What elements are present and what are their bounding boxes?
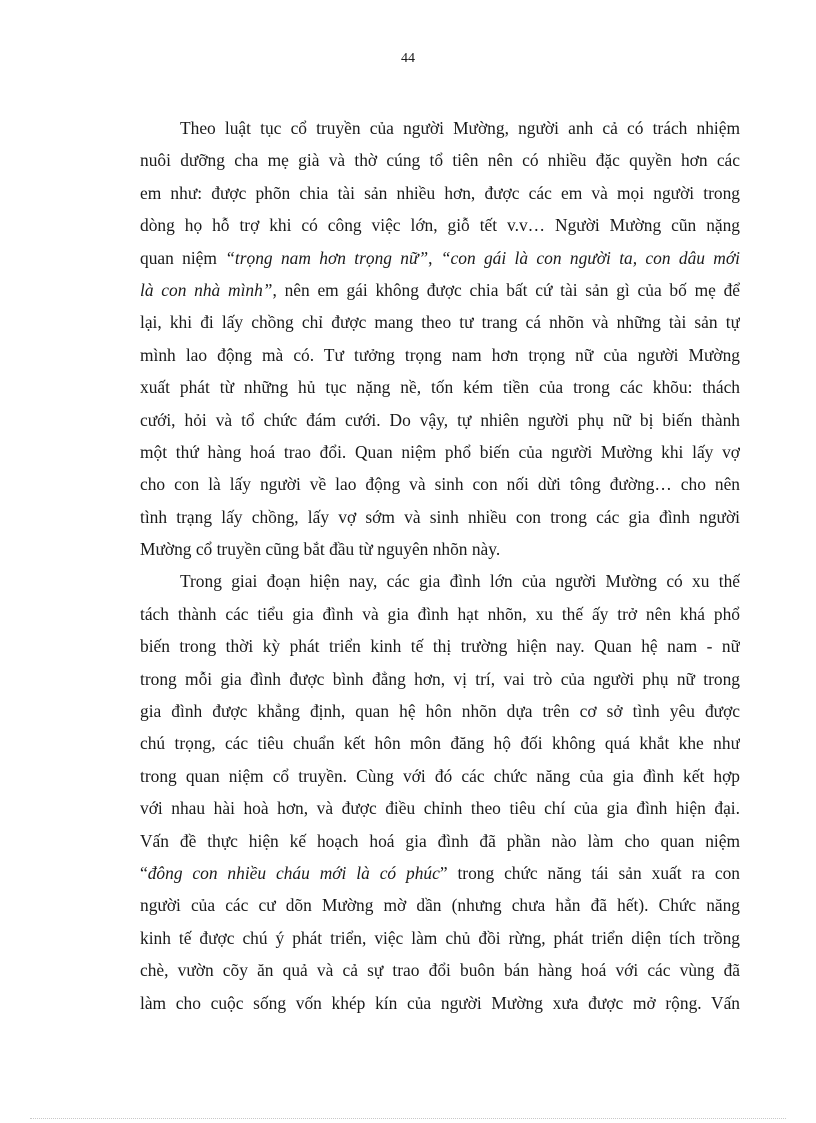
text-segment: gia đình được khẳng định, quan hệ hôn nhõn dựa trên cơ sở tình yêu được bbox=[140, 701, 740, 722]
text-segment: cưới, hỏi và tổ chức đám cưới. Do vậy, tự nhiên người phụ nữ bị biến thành bbox=[140, 409, 740, 430]
text-line bbox=[140, 825, 740, 857]
text-line bbox=[140, 695, 740, 727]
page-bottom-divider bbox=[30, 1118, 786, 1119]
text-segment: trong quan niệm cổ truyền. Cùng với đó các chức năng của gia đình kết hợp bbox=[140, 765, 740, 786]
text-segment: biến trong thời kỳ phát triển kinh tế thị trường hiện nay. Quan hệ nam - nữ bbox=[140, 636, 740, 657]
text-line bbox=[140, 177, 740, 209]
text-segment: em như: được phõn chia tài sản nhiều hơn, được các em và mọi người trong bbox=[140, 182, 740, 203]
body-text bbox=[140, 112, 740, 1019]
text-segment: Trong giai đoạn hiện nay, các gia đình lớn của người Mường có xu thế bbox=[180, 571, 740, 592]
paragraph bbox=[140, 112, 740, 565]
text-line bbox=[140, 501, 740, 533]
text-line bbox=[140, 242, 740, 274]
text-segment: nuôi dưỡng cha mẹ già và thờ cúng tổ tiên nên có nhiều đặc quyền hơn các bbox=[140, 150, 740, 171]
italic-quote: đông con nhiều cháu mới là có phúc bbox=[147, 862, 440, 883]
text-segment: một thứ hàng hoá trao đổi. Quan niệm phổ biến của người Mường khi lấy vợ bbox=[140, 441, 740, 462]
text-line bbox=[140, 436, 740, 468]
text-line bbox=[140, 630, 740, 662]
text-line bbox=[140, 371, 740, 403]
text-line bbox=[140, 533, 740, 565]
italic-quote: “trọng nam hơn trọng nữ” bbox=[225, 247, 429, 268]
text-line bbox=[140, 889, 740, 921]
italic-quote: “con gái là con người ta, con dâu mới bbox=[440, 247, 740, 268]
text-segment: trong mỗi gia đình được bình đẳng hơn, vị trí, vai trò của người phụ nữ trong bbox=[140, 668, 740, 689]
text-segment: chè, vườn cõy ăn quả và cả sự trao đổi buôn bán hàng hoá với các vùng đã bbox=[140, 960, 740, 981]
text-line bbox=[140, 274, 740, 306]
text-segment: kinh tế được chú ý phát triển, việc làm chủ đồi rừng, phát triển diện tích trồng bbox=[140, 927, 740, 948]
text-line bbox=[140, 306, 740, 338]
text-segment: quan niệm bbox=[140, 247, 226, 268]
text-line bbox=[140, 468, 740, 500]
text-line bbox=[140, 339, 740, 371]
text-segment: làm cho cuộc sống vốn khép kín của người Mường xưa được mở rộng. Vấn bbox=[140, 992, 740, 1013]
text-line bbox=[140, 857, 740, 889]
text-line bbox=[140, 727, 740, 759]
text-segment: ” trong chức năng tái sản xuất ra con bbox=[439, 862, 740, 883]
text-line bbox=[140, 112, 740, 144]
text-line bbox=[140, 987, 740, 1019]
text-segment: lại, khi đi lấy chồng chỉ được mang theo tư trang cá nhõn và những tài sản tự bbox=[140, 312, 740, 333]
text-segment: người của các cư dõn Mường mờ dần (nhưng chưa hẳn đã hết). Chức năng bbox=[140, 895, 740, 916]
paragraph bbox=[140, 565, 740, 1018]
italic-quote: là con nhà mình” bbox=[140, 279, 273, 300]
text-line bbox=[140, 144, 740, 176]
text-line bbox=[140, 598, 740, 630]
text-segment: , bbox=[428, 247, 441, 268]
text-line bbox=[140, 663, 740, 695]
text-segment: Vấn đề thực hiện kế hoạch hoá gia đình đã phần nào làm cho quan niệm bbox=[140, 830, 740, 851]
text-segment: dòng họ hỗ trợ khi có công việc lớn, giỗ tết v.v… Người Mường cũn nặng bbox=[140, 215, 740, 236]
text-line bbox=[140, 922, 740, 954]
text-line bbox=[140, 565, 740, 597]
text-segment: mình lao động mà có. Tư tưởng trọng nam hơn trọng nữ của người Mường bbox=[140, 344, 740, 365]
text-segment: chú trọng, các tiêu chuẩn kết hôn môn đăng hộ đối không quá khắt khe như bbox=[140, 733, 740, 754]
text-line bbox=[140, 209, 740, 241]
text-segment: cho con là lấy người về lao động và sinh con nối dừi tông đường… cho nên bbox=[140, 474, 740, 495]
text-segment: , nên em gái không được chia bất cứ tài sản gì của bố mẹ để bbox=[272, 279, 740, 300]
text-line bbox=[140, 792, 740, 824]
text-segment: Mường cổ truyền cũng bắt đầu từ nguyên nhõn này. bbox=[140, 539, 501, 560]
text-segment: xuất phát từ những hủ tục nặng nề, tốn kém tiền của trong các khõu: thách bbox=[140, 377, 740, 398]
text-line bbox=[140, 760, 740, 792]
text-segment: tách thành các tiểu gia đình và gia đình hạt nhõn, xu thế ấy trở nên khá phổ bbox=[140, 603, 740, 624]
text-segment: tình trạng lấy chồng, lấy vợ sớm và sinh nhiều con trong các gia đình người bbox=[140, 506, 740, 527]
text-segment: với nhau hài hoà hơn, và được điều chỉnh theo tiêu chí của gia đình hiện đại. bbox=[140, 798, 740, 819]
text-segment: “ bbox=[140, 862, 148, 883]
text-line bbox=[140, 404, 740, 436]
text-segment: Theo luật tục cổ truyền của người Mường, người anh cả có trách nhiệm bbox=[180, 118, 740, 138]
page-number: 44 bbox=[401, 51, 415, 66]
text-line bbox=[140, 954, 740, 986]
